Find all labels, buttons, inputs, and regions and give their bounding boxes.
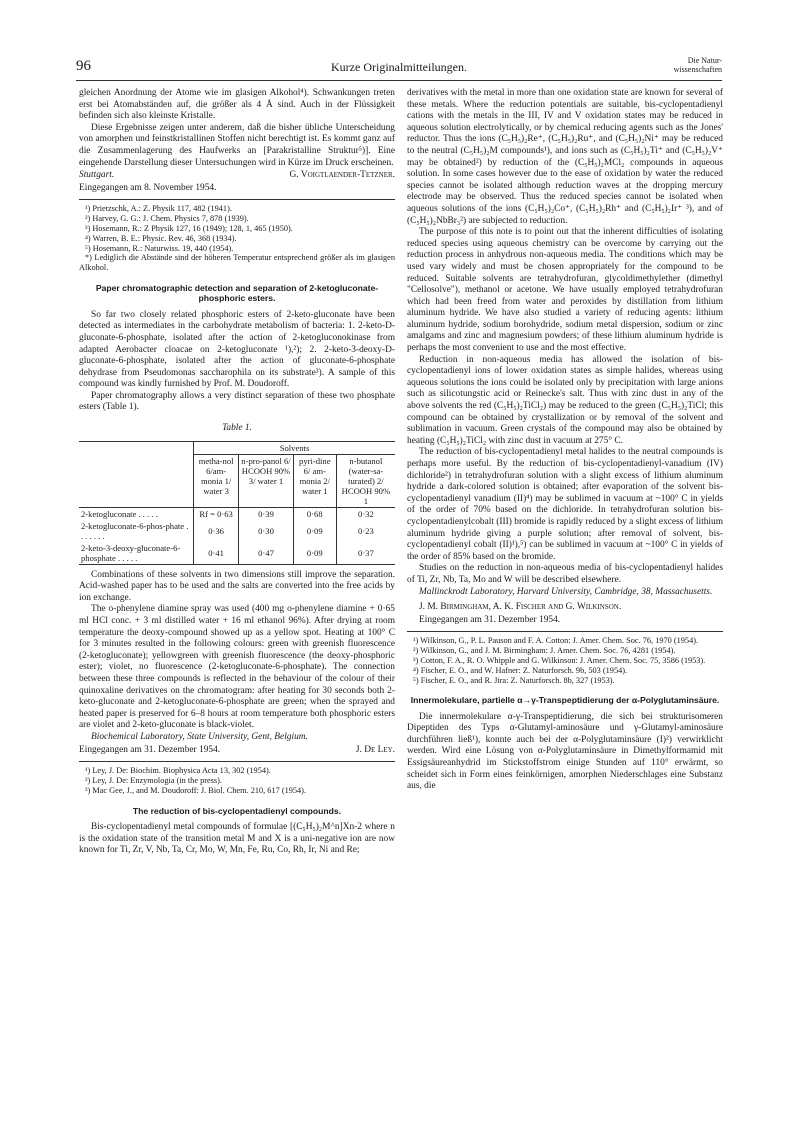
paragraph: gleichen Anordnung der Atome wie im glasigen Alkohol⁴). Schwankungen treten erst bei Atomabständen auf, die größer als 4 Å sind. Auch in der Flüssigkeit befinden sich also kleinste Kristalle. bbox=[79, 88, 395, 122]
table-row bbox=[79, 542, 395, 565]
paragraph: Studies on the reduction in non-aqueous media of bis-cyclopentadienyl halides of Ti, Zr, Nb, Ta, Mo and W will be described elsewhere. bbox=[407, 563, 723, 585]
footnote: ¹) Wilkinson, G., P. L. Pauson and F. A. Cotton: J. Amer. Chem. Soc. 76, 1970 (1954). bbox=[413, 636, 699, 646]
paragraph: The reduction of bis-cyclopentadienyl metal halides to the neutral compounds is perhaps more useful. By the reduction of bis-cyclopentadienyl-vanadium (IV) dichloride²) in tetrahydrofuran solution with a slight excess of lithium aluminum hydride a dark-colored solution is obtained; after evaporation of the solvent bis-cyclopentadienyl vanadium (II)⁴) may be sublimed in vacuum at ~100° C in yields of the order of 70% based on the dichloride. In tetrahydrofuran solution bis-cyclopentadienylcobalt (III) bromide is rapidly reduced by a slight excess of lithium aluminum hydride giving a purple solution; after removal of solvent, bis-cyclopentadienyl cobalt (II)¹),⁵) can be sublimed in vacuum at ~100° C in yields of the order of 85% based on the bromide. bbox=[407, 447, 723, 562]
footnote: ⁴) Fischer, E. O., and W. Hafner: Z. Naturforsch. 9b, 503 (1954). bbox=[413, 665, 628, 675]
received-date: Eingegangen am 31. Dezember 1954. bbox=[79, 744, 221, 755]
footnote: *) Lediglich die Abstände sind der höheren Temperatur entsprechend größer als im glasigen Alkohol. bbox=[79, 253, 395, 273]
author-name: J. De Ley. bbox=[355, 744, 395, 755]
table-column-header: n-butanol (water-sa-turated) 2/ HCOOH 90% 1 bbox=[336, 454, 395, 507]
author-name: J. M. Birmingham, A. K. Fischer and G. Wilkinson. bbox=[419, 602, 622, 613]
running-title: Kurze Originalmitteilungen. bbox=[331, 60, 467, 74]
journal-name bbox=[674, 56, 722, 74]
table-cell: 0·68 bbox=[293, 507, 336, 520]
footnotes bbox=[407, 636, 723, 685]
row-label: 2-keto-3-deoxy-gluconate-6-phosphate . . . . . bbox=[81, 542, 181, 563]
right-column bbox=[407, 88, 723, 793]
footnote: ³) Hosemann, R.: Z Physik 127, 16 (1949); 128, 1, 465 (1950). bbox=[85, 223, 293, 233]
table-cell: 0·41 bbox=[194, 542, 239, 565]
table-cell: 0·09 bbox=[293, 542, 336, 565]
table-cell: 0·36 bbox=[194, 520, 239, 542]
row-label: 2-ketogluconate . . . . . bbox=[81, 508, 158, 519]
table-cell: 0·37 bbox=[336, 542, 395, 565]
footnote: ²) Ley, J. De: Enzymologia (in the press). bbox=[85, 775, 222, 785]
section-heading: Innermolekulare, partielle α→γ-Transpeptidierung der α-Polyglutaminsäure. bbox=[410, 695, 720, 706]
paragraph: So far two closely related phosphoric esters of 2-keto-gluconate have been detected as intermediates in the carbohydrate metabolism of bacteria: 1. 2-keto-D-gluconate-6-phosphate, isolated after the action of 2-ketogluconokinase from adapted Aerobacter cloacae on 2-ketogluconate ¹),²); 2. 2-keto-3-deoxy-D-gluconate-6-phosphate, isolated after the action of gluconate-6-phosphate dehydrase from Pseudomonas saccharophila on its substrate³). A sample of this compound was kindly furnished by Prof. M. Doudoroff. bbox=[79, 309, 395, 390]
received-date: Eingegangen am 8. November 1954. bbox=[79, 182, 217, 193]
author-location: Mallinckrodt Laboratory, Harvard University, Cambridge, 38, Massachusetts. bbox=[419, 586, 713, 597]
footnote-rule bbox=[79, 761, 395, 762]
page-header bbox=[76, 58, 722, 81]
table-cell: 0·47 bbox=[239, 542, 294, 565]
paragraph: Bis-cyclopentadienyl metal compounds of formulae [(C₅H₅)₂M^n]Xn-2 where n is the oxidation state of the transition metal M and X is a uni-negative ion are now known for Ti, Zr, V, Nb, Ta, Cr, Mo, W, Mn, Fe, Ru, Co, Rh, Ir, Ni and Re; bbox=[79, 821, 395, 856]
footnote: ²) Harvey, G. G.: J. Chem. Physics 7, 878 (1939). bbox=[85, 214, 249, 224]
table-column-header: n-pro-panol 6/ HCOOH 90% 3/ water 1 bbox=[239, 454, 294, 507]
footnote: ¹) Prietzschk, A.: Z. Physik 117, 482 (1941). bbox=[85, 204, 232, 214]
footnote: ⁵) Fischer, E. O., and R. Jira: Z. Naturforsch. 8b, 327 (1953). bbox=[413, 675, 615, 685]
footnote: ³) Mac Gee, J., and M. Doudoroff: J. Biol. Chem. 210, 617 (1954). bbox=[85, 785, 307, 795]
table-cell: Rf = 0·63 bbox=[194, 507, 239, 520]
table-cell: 0·32 bbox=[336, 507, 395, 520]
page-number: 96 bbox=[76, 58, 91, 74]
table-row bbox=[79, 507, 395, 520]
paragraph: derivatives with the metal in more than one oxidation state are known for several of these metals. Where the reduction potentials are suitable, bis-cyclopentadienyl cations with the metals in the III, IV and V oxidation states may be reduced in aqueous solution electrolytically, or by chemical reducing agents such as the Jones' reductor. Thus the ions (C₅H₅)₂Re⁺, (C₅H₅)₂Ru⁺, and (C₅H₅)₂Ni⁺ may be reduced to the neutral (C₅H₅)₂M compounds¹), and ions such as (C₅H₅)₂Ti⁺ and (C₅H₅)₂V⁺ may be obtained²) by reduction of the (C₅H₅)₂MCl₂ compounds in aqueous solution. In some cases however due to the ease of oxidation by water the reduced species cannot be isolated although reduction waves at the dropping mercury electrode may be observed. Thus the reduced species cannot be isolated when aqueous solutions of the ions (C₅H₅)₂Co⁺, (C₅H₅)₂Rh⁺ and (C₅H₅)₂Ir⁺ ³), and of (C₅H₅)₂NbBr₃²) are subjected to reduction. bbox=[407, 88, 723, 226]
author-location: Biochemical Laboratory, State University, Gent, Belgium. bbox=[91, 731, 308, 742]
table-cell: 0·30 bbox=[239, 520, 294, 542]
signature-block bbox=[79, 170, 395, 182]
table-cell: 0·09 bbox=[293, 520, 336, 542]
journal-name-line1: Die Natur- bbox=[687, 56, 722, 65]
footnotes bbox=[79, 766, 395, 795]
paragraph: Die innermolekulare α-γ-Transpeptidierung, die sich bei strukturisomeren Dipeptiden des Typs α-Glutamyl-aminosäure und γ-Glutamyl-aminosäure durchführen ließ¹), konnte auch bei der α-Polyglutaminsäure (I)²) verwirklicht werden. Wird eine Lösung von α-Polyglutaminsäure in Dimethylformamid mit Essigsäureanhydrid im Stickstoffstrom einige Stunden auf 110° erwärmt, so scheidet sich in Form eines feinkörnigen, amorphen Niederschlages eine Substanz aus, die bbox=[407, 711, 723, 792]
author-location: Stuttgart. bbox=[79, 170, 115, 181]
paragraph: Reduction in non-aqueous media has allowed the isolation of bis-cyclopentadienyl ions of lower oxidation states as simple halides, whereas using aqueous solutions the ions could be isolated only by precipitation with large anions such as silicotungstic acid or Reinecke's salt. Thus with zinc dust in any of the above solvents the red (C₅H₅)₂TiCl₂) may be reduced to the green (C₅H₅)₂TiCl; this compound can be obtained by crystallization or by removal of the solvent and sublimation in vacuum. Green crystals of the compound may also be obtained by heating (C₅H₅)₂TiCl₂ with zinc dust in vacuum at 275° C. bbox=[407, 354, 723, 446]
paragraph: The purpose of this note is to point out that the inherent difficulties of isolating reduced species using aqueous chemistry can be overcome by carrying out the reduction process in anhydrous non-aqueous media. The conditions which may be used vary widely and must be chosen appropriately for the compound to be reduced. Suitable solvents are tetrahydrofuran, glycoldimethylether (dimethyl "Cellosolve"), methanol or acetone. We have usually employed tetrahydrofuran which had been freed from water and peroxides by distillation from lithium aluminum hydride. We have also studied a variety of reducing agents: lithium aluminum hydride, sodium borohydride, sodium metal dispersion, sodium or zinc amalgams and zinc and magnesium powders; of these lithium aluminum hydride is perhaps the most convenient to use and the most effective. bbox=[407, 227, 723, 354]
footnote: ⁵) Hosemann, R.: Naturwiss. 19, 440 (1954). bbox=[85, 243, 234, 253]
footnote: ¹) Ley, J. De: Biochim. Biophysica Acta 13, 302 (1954). bbox=[85, 766, 271, 776]
footnote-rule bbox=[79, 199, 395, 200]
table-cell: 0·39 bbox=[239, 507, 294, 520]
table-column-header: metha-nol 6/am-monia 1/ water 3 bbox=[194, 454, 239, 507]
author-name: G. Voigtlaender-Tetzner. bbox=[289, 170, 395, 181]
section-heading: Paper chromatographic detection and separation of 2-ketogluconate-phosphoric esters. bbox=[95, 282, 379, 304]
left-column bbox=[79, 88, 395, 857]
paragraph: Paper chromatography allows a very distinct separation of these two phosphate esters (Table 1). bbox=[79, 390, 395, 413]
table-cell: 0·23 bbox=[336, 520, 395, 542]
paragraph: Combinations of these solvents in two dimensions still improve the separation. Acid-washed paper has to be used and the salts are converted into the free acids by ion exchange. bbox=[79, 569, 395, 603]
footnotes bbox=[79, 204, 395, 273]
journal-name-line2: wissenschaften bbox=[673, 65, 722, 74]
footnote: ²) Wilkinson, G., and J. M. Birmingham: J. Amer. Chem. Soc. 76, 4281 (1954). bbox=[413, 646, 676, 656]
section-heading: The reduction of bis-cyclopentadienyl compounds. bbox=[132, 805, 342, 816]
data-table bbox=[79, 441, 395, 565]
paragraph: The o-phenylene diamine spray was used (400 mg o-phenylene diamine + 0·65 ml HCl conc. + 3 ml distilled water + 16 ml ethanol 96%). After drying at room temperature the deoxy-compound showed up as a yellow spot. Heating at 100° C for 3 minutes resulted in the following colours: green with greenish fluorescence (2-ketogluconate); yellowgreen with greenish fluorescence (the deoxy-phosphoric ester); violet, no fluorescence (2-ketogluconate-6-phosphate). The connection between these three compounds is reflected in the behaviour of the colour of their quinoxaline derivatives on the chromatogram: after heating for 30 seconds both 2-keto-gluconate and 2-ketogluconate-6-phosphate are green; when the sprayed and heated paper is preserved for 6–8 hours at room temperature both phosphoric esters are violet and 2-keto-gluconate is black-violet. bbox=[79, 604, 395, 731]
footnote: ³) Cotton, F. A., R. O. Whipple and G. Wilkinson: J. Amer. Chem. Soc. 75, 3586 (1953). bbox=[413, 655, 706, 665]
row-label: 2-ketogluconate-6-phos-phate . . . . . . . bbox=[81, 520, 189, 541]
received-date: Eingegangen am 31. Dezember 1954. bbox=[419, 614, 561, 625]
table-group-header: Solvents bbox=[194, 441, 396, 454]
table-caption: Table 1. bbox=[222, 423, 252, 434]
footnote-rule bbox=[407, 631, 723, 632]
footnote: ⁴) Warren, B. E.: Physic. Rev. 46, 368 (1934). bbox=[85, 233, 237, 243]
signature-block bbox=[79, 745, 395, 757]
table-row bbox=[79, 520, 395, 542]
paragraph: Diese Ergebnisse zeigen unter anderem, daß die bisher übliche Unterscheidung von amorphen und feinstkristallinen Stoffen nicht berechtigt ist. Es kommt ganz auf die Zusammenlagerung des Haufwerks an [Parakristalline Struktur⁵)]. Eine eingehende Darstellung dieser Untersuchungen wird in Kürze im Druck erscheinen. bbox=[79, 122, 395, 168]
table-column-header: pyri-dine 6/ am-monia 2/ water 1 bbox=[293, 454, 336, 507]
